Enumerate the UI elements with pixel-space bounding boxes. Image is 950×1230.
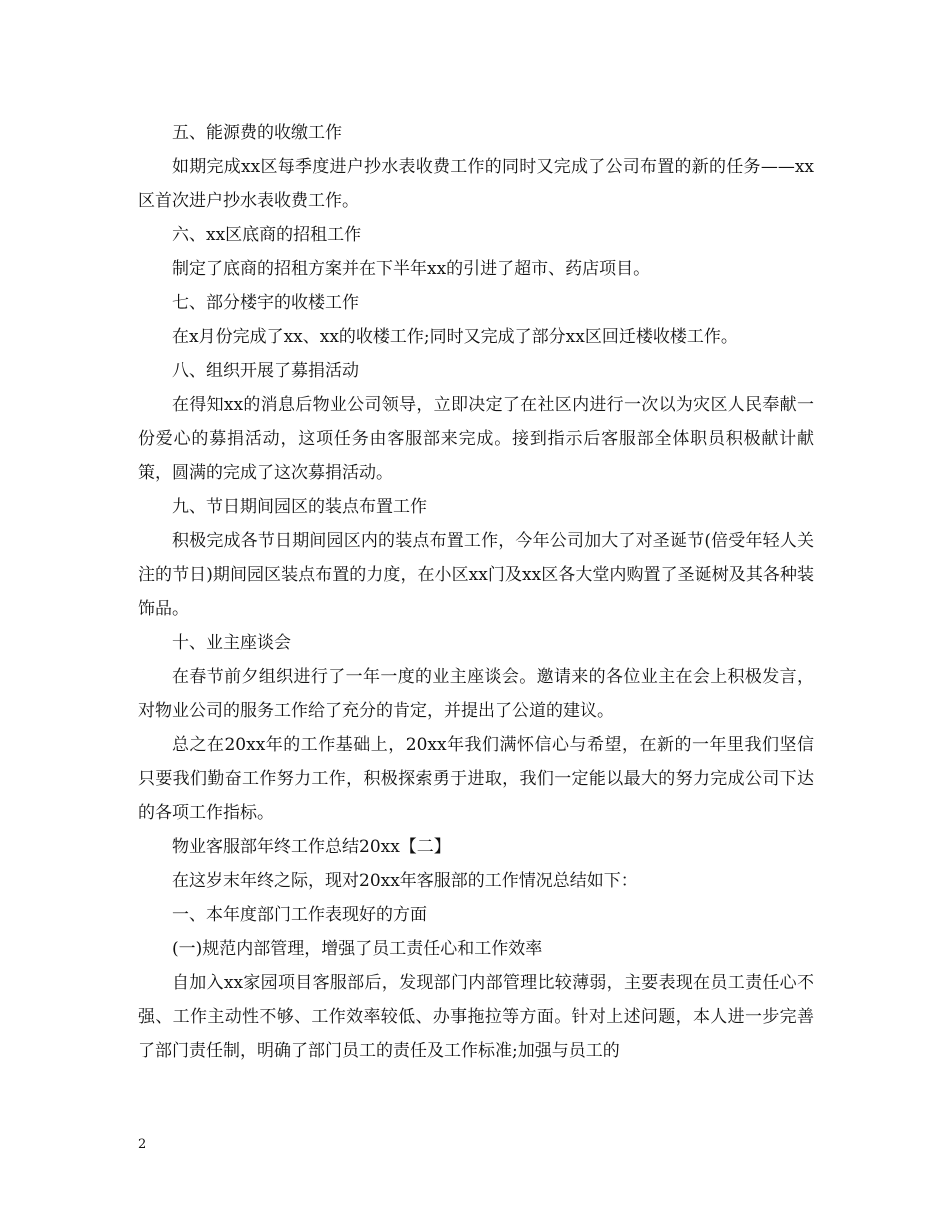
section-heading-energy-fee: 五、能源费的收缴工作 (172, 123, 342, 143)
subsection-heading-internal-management: (一)规范内部管理，增强了员工责任心和工作效率 (172, 939, 543, 959)
paragraph-internal-management: 自加入xx家园项目客服部后，发现部门内部管理比较薄弱，主要表现在员工责任心不强、工作主动性不够、工作效率较低、办事拖拉等方面。针对上述问题，本人进一步完善了部门责任制，明确了部门员工的责任及工作标准;加强与员工的 (138, 973, 814, 1061)
paragraph-holiday-decoration: 积极完成各节日期间园区内的装点布置工作，今年公司加大了对圣诞节(倍受年轻人关注的节日)期间园区装点布置的力度，在小区xx门及xx区各大堂内购置了圣诞树及其各种装饰品。 (138, 531, 814, 619)
document-body (138, 116, 814, 1068)
section-heading-owner-meeting: 十、业主座谈会 (172, 633, 291, 653)
section-heading-good-performance: 一、本年度部门工作表现好的方面 (172, 905, 427, 925)
paragraph-intro: 在这岁末年终之际，现对20xx年客服部的工作情况总结如下： (172, 871, 638, 891)
section-heading-building-handover: 七、部分楼宇的收楼工作 (172, 293, 359, 313)
paragraph-shop-leasing: 制定了底商的招租方案并在下半年xx的引进了超市、药店项目。 (172, 259, 651, 279)
paragraph-donation: 在得知xx的消息后物业公司领导，立即决定了在社区内进行一次以为灾区人民奉献一份爱心的募捐活动，这项任务由客服部来完成。接到指示后客服部全体职员积极献计献策，圆满的完成了这次募捐活动。 (138, 395, 814, 483)
page-number: 2 (138, 1137, 147, 1152)
document-subtitle: 物业客服部年终工作总结20xx【二】 (172, 837, 451, 857)
paragraph-conclusion: 总之在20xx年的工作基础上，20xx年我们满怀信心与希望，在新的一年里我们坚信只要我们勤奋工作努力工作，积极探索勇于进取，我们一定能以最大的努力完成公司下达的各项工作指标。 (138, 735, 814, 823)
section-heading-shop-leasing: 六、xx区底商的招租工作 (172, 225, 362, 245)
section-heading-holiday-decoration: 九、节日期间园区的装点布置工作 (172, 497, 427, 517)
paragraph-energy-fee: 如期完成xx区每季度进户抄水表收费工作的同时又完成了公司布置的新的任务——xx区首次进户抄水表收费工作。 (138, 157, 814, 211)
section-heading-donation: 八、组织开展了募捐活动 (172, 361, 359, 381)
paragraph-owner-meeting: 在春节前夕组织进行了一年一度的业主座谈会。邀请来的各位业主在会上积极发言，对物业公司的服务工作给了充分的肯定，并提出了公道的建议。 (138, 667, 814, 721)
paragraph-building-handover: 在x月份完成了xx、xx的收楼工作;同时又完成了部分xx区回迁楼收楼工作。 (172, 327, 738, 347)
